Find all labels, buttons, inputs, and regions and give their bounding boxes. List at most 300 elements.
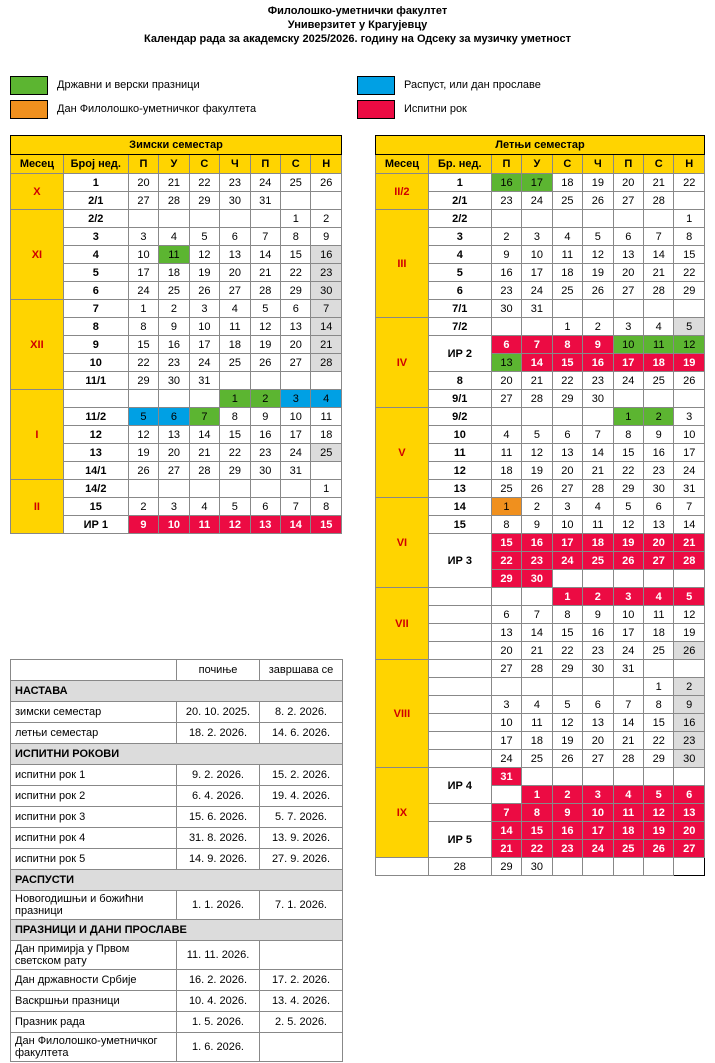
calendar-day-cell: 17 <box>674 444 705 462</box>
week-number <box>428 696 491 714</box>
calendar-day-cell: 11 <box>644 606 674 624</box>
dates-end: 17. 2. 2026. <box>260 970 343 991</box>
calendar-day-cell: 26 <box>613 552 643 570</box>
calendar-day-cell: 14 <box>583 444 613 462</box>
calendar-day-cell: 30 <box>311 282 342 300</box>
calendar-day-cell: 17 <box>128 264 158 282</box>
calendar-day-cell: 6 <box>281 300 311 318</box>
legend-item <box>357 97 704 121</box>
calendar-day-cell: 23 <box>583 372 613 390</box>
month-label: XII <box>11 300 64 390</box>
dates-section-row <box>11 920 343 941</box>
column-header: Месец <box>11 155 64 174</box>
calendar-day-cell: 1 <box>220 390 250 408</box>
calendar-day-cell: 22 <box>644 732 674 750</box>
week-number: 3 <box>63 228 128 246</box>
calendar-day-cell: 5 <box>583 228 613 246</box>
dates-section-label: РАСПУСТИ <box>11 870 343 891</box>
calendar-day-cell <box>522 678 552 696</box>
dates-section-row <box>11 681 343 702</box>
calendar-day-cell: 4 <box>189 498 219 516</box>
calendar-day-cell: 21 <box>644 264 674 282</box>
legend-swatch-break-icon <box>357 76 395 95</box>
calendar-day-cell: 25 <box>644 372 674 390</box>
summer-calendar-body <box>376 136 705 876</box>
month-label: I <box>11 390 64 480</box>
calendar-day-cell: 20 <box>159 444 189 462</box>
calendar-day-cell <box>613 300 643 318</box>
calendar-day-cell: 18 <box>220 336 250 354</box>
calendar-day-cell: 10 <box>613 606 643 624</box>
calendar-day-cell: 21 <box>522 642 552 660</box>
calendar-day-cell: 14 <box>250 246 280 264</box>
calendar-day-cell: 8 <box>552 336 582 354</box>
calendar-day-cell <box>250 210 280 228</box>
calendar-day-cell: 4 <box>644 588 674 606</box>
dates-start: 16. 2. 2026. <box>177 970 260 991</box>
calendar-day-cell: 20 <box>644 534 674 552</box>
calendar-day-cell: 13 <box>583 714 613 732</box>
calendar-day-cell: 27 <box>159 462 189 480</box>
calendar-day-cell <box>613 570 643 588</box>
calendar-day-cell: 8 <box>311 498 342 516</box>
calendar-day-cell: 5 <box>250 300 280 318</box>
calendar-day-cell: 30 <box>159 372 189 390</box>
week-number: 8 <box>428 372 491 390</box>
calendar-day-cell: 29 <box>128 372 158 390</box>
legend-swatch-exam-icon <box>357 100 395 119</box>
calendar-day-cell: 22 <box>522 840 552 858</box>
calendar-day-cell <box>281 372 311 390</box>
week-number: 7/2 <box>428 318 491 336</box>
dates-row <box>11 991 343 1012</box>
dates-row <box>11 786 343 807</box>
month-label: VII <box>376 588 429 660</box>
calendar-day-cell <box>674 768 705 786</box>
calendar-day-cell: 4 <box>159 228 189 246</box>
month-label: VI <box>376 498 429 588</box>
calendar-day-cell <box>250 372 280 390</box>
calendar-day-cell <box>552 678 582 696</box>
calendar-day-cell: 8 <box>491 516 521 534</box>
title-line-3: Календар рада за академску 2025/2026. годину на Одсеку за музичку уметност <box>144 33 571 45</box>
calendar-day-cell: 6 <box>159 408 189 426</box>
calendar-day-cell: 28 <box>428 858 491 876</box>
calendar-day-cell: 8 <box>644 696 674 714</box>
calendar-day-cell: 18 <box>644 354 674 372</box>
week-number <box>63 390 128 408</box>
calendar-day-cell <box>250 480 280 498</box>
week-number: ИР 1 <box>63 516 128 534</box>
calendar-day-cell: 28 <box>522 390 552 408</box>
calendar-day-cell <box>281 480 311 498</box>
calendar-day-cell: 24 <box>250 174 280 192</box>
calendar-day-cell: 30 <box>583 660 613 678</box>
calendar-day-cell: 20 <box>613 264 643 282</box>
dates-start: 1. 5. 2026. <box>177 1012 260 1033</box>
calendar-day-cell <box>128 210 158 228</box>
page-title <box>0 0 715 46</box>
calendar-day-cell: 8 <box>522 804 552 822</box>
calendar-day-cell: 24 <box>522 192 552 210</box>
calendar-day-cell: 1 <box>128 300 158 318</box>
dates-section-label: ИСПИТНИ РОКОВИ <box>11 744 343 765</box>
calendar-day-cell: 14 <box>281 516 311 534</box>
calendar-day-cell: 3 <box>674 408 705 426</box>
calendar-day-cell: 17 <box>491 732 521 750</box>
calendar-day-cell <box>522 588 552 606</box>
calendar-day-cell: 21 <box>311 336 342 354</box>
calendar-day-cell: 2 <box>552 786 582 804</box>
calendar-day-cell: 12 <box>613 516 643 534</box>
calendar-day-cell: 3 <box>491 696 521 714</box>
calendar-day-cell: 27 <box>613 192 643 210</box>
calendar-day-cell: 29 <box>644 750 674 768</box>
calendar-day-cell: 29 <box>552 660 582 678</box>
calendar-day-cell: 7 <box>189 408 219 426</box>
calendar-day-cell: 19 <box>128 444 158 462</box>
dates-end <box>260 941 343 970</box>
calendar-day-cell: 20 <box>491 642 521 660</box>
key-dates-body <box>11 660 343 1062</box>
dates-header-row <box>11 660 343 681</box>
calendar-day-cell: 10 <box>189 318 219 336</box>
month-label: II/2 <box>376 174 429 210</box>
legend-column-left <box>10 73 357 121</box>
calendar-day-cell: 20 <box>491 372 521 390</box>
week-number <box>428 732 491 750</box>
column-header: П <box>491 155 521 174</box>
calendar-day-cell: 18 <box>491 462 521 480</box>
calendar-day-cell: 28 <box>613 750 643 768</box>
calendar-day-cell: 7 <box>491 804 521 822</box>
calendar-day-cell: 19 <box>522 462 552 480</box>
dates-section-label: ПРАЗНИЦИ И ДАНИ ПРОСЛАВЕ <box>11 920 343 941</box>
calendar-day-cell: 16 <box>159 336 189 354</box>
calendar-day-cell: 13 <box>281 318 311 336</box>
dates-column-header <box>11 660 177 681</box>
calendar-day-cell: 14 <box>522 354 552 372</box>
calendar-day-cell: 7 <box>250 228 280 246</box>
calendar-day-cell: 21 <box>491 840 521 858</box>
week-number: 9 <box>63 336 128 354</box>
month-label: XI <box>11 210 64 300</box>
calendar-day-cell: 11 <box>552 246 582 264</box>
calendar-day-cell <box>159 210 189 228</box>
calendar-day-cell: 11 <box>644 336 674 354</box>
calendar-day-cell: 19 <box>583 174 613 192</box>
calendar-day-cell: 24 <box>491 750 521 768</box>
calendar-day-cell: 14 <box>522 624 552 642</box>
column-header: Н <box>674 155 705 174</box>
calendar-day-cell: 15 <box>220 426 250 444</box>
calendar-day-cell: 21 <box>522 372 552 390</box>
calendar-day-cell: 2 <box>644 408 674 426</box>
calendar-day-cell: 6 <box>491 606 521 624</box>
summer-semester-calendar <box>375 135 705 876</box>
week-number: 12 <box>428 462 491 480</box>
calendar-day-cell: 17 <box>281 426 311 444</box>
dates-row <box>11 828 343 849</box>
week-number: ИР 5 <box>428 822 491 858</box>
dates-row <box>11 702 343 723</box>
calendar-day-cell: 22 <box>552 642 582 660</box>
calendar-day-cell: 4 <box>311 390 342 408</box>
calendar-day-cell: 30 <box>522 570 552 588</box>
calendar-day-cell: 1 <box>552 318 582 336</box>
calendar-day-cell: 24 <box>128 282 158 300</box>
calendar-day-cell: 5 <box>220 498 250 516</box>
calendar-day-cell <box>491 408 521 426</box>
column-header: С <box>644 155 674 174</box>
calendar-day-cell <box>644 570 674 588</box>
week-number: 14/1 <box>63 462 128 480</box>
dates-start: 20. 10. 2025. <box>177 702 260 723</box>
calendar-day-cell: 3 <box>613 588 643 606</box>
calendar-day-cell: 21 <box>250 264 280 282</box>
calendar-day-cell: 10 <box>674 426 705 444</box>
column-header: П <box>250 155 280 174</box>
calendar-day-cell: 6 <box>613 228 643 246</box>
calendar-day-cell: 9 <box>128 516 158 534</box>
column-header: С <box>189 155 219 174</box>
calendar-day-cell: 13 <box>674 804 705 822</box>
dates-end: 19. 4. 2026. <box>260 786 343 807</box>
week-number: 4 <box>428 246 491 264</box>
calendar-day-cell: 29 <box>674 282 705 300</box>
dates-section-label: НАСТАВА <box>11 681 343 702</box>
calendar-day-cell <box>522 318 552 336</box>
calendar-day-cell: 26 <box>583 192 613 210</box>
calendar-day-cell: 16 <box>644 444 674 462</box>
week-number: 14 <box>428 498 491 516</box>
column-header: У <box>159 155 189 174</box>
calendar-day-cell: 8 <box>220 408 250 426</box>
week-number: 10 <box>428 426 491 444</box>
calendar-day-cell <box>491 318 521 336</box>
calendar-day-cell: 23 <box>583 642 613 660</box>
calendar-day-cell <box>311 462 342 480</box>
week-number <box>376 858 429 876</box>
calendar-week-row <box>376 858 705 876</box>
week-number: 15 <box>63 498 128 516</box>
calendar-day-cell: 2 <box>128 498 158 516</box>
legend-label: Испитни рок <box>404 103 467 115</box>
dates-row <box>11 849 343 870</box>
calendar-day-cell: 31 <box>189 372 219 390</box>
legend-label: Дан Филолошко-уметничког факултета <box>57 103 257 115</box>
legend <box>10 73 705 121</box>
calendar-day-cell: 11 <box>491 444 521 462</box>
calendar-day-cell: 5 <box>613 498 643 516</box>
week-number: 9/1 <box>428 390 491 408</box>
calendar-day-cell: 20 <box>281 336 311 354</box>
dates-start: 18. 2. 2026. <box>177 723 260 744</box>
calendar-day-cell: 3 <box>583 786 613 804</box>
calendar-day-cell: 25 <box>281 174 311 192</box>
week-number: 4 <box>63 246 128 264</box>
column-header: П <box>128 155 158 174</box>
calendar-day-cell: 20 <box>583 732 613 750</box>
week-number: 15 <box>428 516 491 534</box>
calendar-week-row <box>376 174 705 192</box>
calendar-day-cell: 29 <box>189 192 219 210</box>
dates-row <box>11 941 343 970</box>
calendar-day-cell: 10 <box>583 804 613 822</box>
week-number <box>428 750 491 768</box>
calendar-day-cell: 24 <box>613 642 643 660</box>
week-number: 11/1 <box>63 372 128 390</box>
calendar-day-cell: 22 <box>613 462 643 480</box>
week-number: 2/2 <box>428 210 491 228</box>
calendar-day-cell: 9 <box>583 336 613 354</box>
calendar-day-cell <box>583 678 613 696</box>
column-header: С <box>281 155 311 174</box>
calendar-day-cell: 30 <box>644 480 674 498</box>
calendar-day-cell: 1 <box>613 408 643 426</box>
calendar-day-cell: 23 <box>674 732 705 750</box>
calendar-day-cell <box>552 768 582 786</box>
calendar-day-cell: 19 <box>613 534 643 552</box>
calendar-day-cell: 27 <box>644 552 674 570</box>
calendar-day-cell <box>220 372 250 390</box>
calendar-day-cell: 29 <box>613 480 643 498</box>
calendar-day-cell: 2 <box>583 588 613 606</box>
calendar-day-cell: 27 <box>281 354 311 372</box>
calendar-day-cell: 20 <box>552 462 582 480</box>
calendar-day-cell: 9 <box>250 408 280 426</box>
calendar-day-cell: 19 <box>674 354 705 372</box>
calendar-day-cell: 22 <box>220 444 250 462</box>
dates-end: 13. 9. 2026. <box>260 828 343 849</box>
calendar-day-cell: 1 <box>674 210 705 228</box>
calendar-day-cell: 25 <box>311 444 342 462</box>
dates-end <box>260 1033 343 1062</box>
calendar-day-cell: 30 <box>220 192 250 210</box>
dates-start: 11. 11. 2026. <box>177 941 260 970</box>
calendar-day-cell: 8 <box>552 606 582 624</box>
calendar-day-cell <box>522 408 552 426</box>
calendar-day-cell: 9 <box>583 606 613 624</box>
column-header: Ч <box>220 155 250 174</box>
week-number: 11 <box>428 444 491 462</box>
calendar-day-cell: 2 <box>674 678 705 696</box>
calendar-day-cell: 11 <box>159 246 189 264</box>
calendar-day-cell <box>674 570 705 588</box>
calendar-day-cell: 22 <box>552 372 582 390</box>
calendar-day-cell: 28 <box>189 462 219 480</box>
dates-end: 8. 2. 2026. <box>260 702 343 723</box>
calendar-day-cell <box>613 768 643 786</box>
calendar-day-cell: 12 <box>552 714 582 732</box>
calendar-day-cell: 28 <box>674 552 705 570</box>
calendar-day-cell: 8 <box>613 426 643 444</box>
calendar-day-cell <box>644 300 674 318</box>
calendar-day-cell: 4 <box>644 318 674 336</box>
legend-item <box>10 97 357 121</box>
calendar-day-cell <box>491 678 521 696</box>
calendar-day-cell: 2 <box>311 210 342 228</box>
winter-calendar-body <box>11 136 342 534</box>
calendar-day-cell: 15 <box>644 714 674 732</box>
calendar-day-cell: 5 <box>674 588 705 606</box>
dates-row <box>11 970 343 991</box>
calendar-day-cell: 1 <box>491 498 521 516</box>
calendar-day-cell: 25 <box>491 480 521 498</box>
calendar-day-cell <box>128 390 158 408</box>
calendar-day-cell <box>644 768 674 786</box>
week-number: 5 <box>428 264 491 282</box>
calendar-day-cell: 26 <box>522 480 552 498</box>
month-label: X <box>11 174 64 210</box>
dates-item-name: Празник рада <box>11 1012 177 1033</box>
calendar-day-cell: 2 <box>250 390 280 408</box>
week-number: 2/1 <box>428 192 491 210</box>
calendar-day-cell: 17 <box>552 534 582 552</box>
month-label: V <box>376 408 429 498</box>
calendar-day-cell: 15 <box>128 336 158 354</box>
dates-start: 14. 9. 2026. <box>177 849 260 870</box>
calendar-day-cell: 26 <box>311 174 342 192</box>
legend-swatch-faculty-day-icon <box>10 100 48 119</box>
calendar-day-cell: 17 <box>522 174 552 192</box>
column-header: Број нед. <box>63 155 128 174</box>
dates-item-name: Васкршњи празници <box>11 991 177 1012</box>
calendar-title: Зимски семестар <box>11 136 342 155</box>
dates-start: 9. 2. 2026. <box>177 765 260 786</box>
calendar-day-cell <box>159 390 189 408</box>
calendar-day-cell: 4 <box>583 498 613 516</box>
calendar-day-cell: 4 <box>220 300 250 318</box>
calendar-day-cell: 11 <box>311 408 342 426</box>
dates-item-name: Новогодишњи и божићни празници <box>11 891 177 920</box>
calendar-day-cell <box>552 858 582 876</box>
calendar-day-cell: 9 <box>311 228 342 246</box>
calendar-day-cell: 13 <box>250 516 280 534</box>
calendar-day-cell: 4 <box>613 786 643 804</box>
calendar-day-cell: 27 <box>128 192 158 210</box>
calendar-week-row <box>11 210 342 228</box>
column-header: Месец <box>376 155 429 174</box>
calendar-day-cell: 9 <box>644 426 674 444</box>
calendar-day-cell <box>583 210 613 228</box>
calendar-day-cell: 2 <box>159 300 189 318</box>
dates-end: 13. 4. 2026. <box>260 991 343 1012</box>
week-number: 3 <box>428 228 491 246</box>
calendar-day-cell: 15 <box>552 624 582 642</box>
calendar-day-cell: 17 <box>613 624 643 642</box>
calendar-week-row <box>11 480 342 498</box>
calendar-day-cell: 28 <box>644 192 674 210</box>
dates-row <box>11 765 343 786</box>
calendar-day-cell: 1 <box>552 588 582 606</box>
calendar-day-cell: 12 <box>128 426 158 444</box>
calendar-day-cell: 20 <box>220 264 250 282</box>
calendar-day-cell: 19 <box>583 264 613 282</box>
calendar-day-cell: 7 <box>613 696 643 714</box>
week-number: 12 <box>63 426 128 444</box>
calendar-day-cell: 12 <box>250 318 280 336</box>
calendar-day-cell: 23 <box>250 444 280 462</box>
calendar-day-cell <box>674 192 705 210</box>
calendar-day-cell: 23 <box>491 282 521 300</box>
calendar-day-cell: 14 <box>613 714 643 732</box>
legend-label: Распуст, или дан прославе <box>404 79 541 91</box>
dates-start: 10. 4. 2026. <box>177 991 260 1012</box>
calendar-day-cell: 16 <box>674 714 705 732</box>
calendar-day-cell <box>128 480 158 498</box>
calendar-day-cell <box>613 858 643 876</box>
